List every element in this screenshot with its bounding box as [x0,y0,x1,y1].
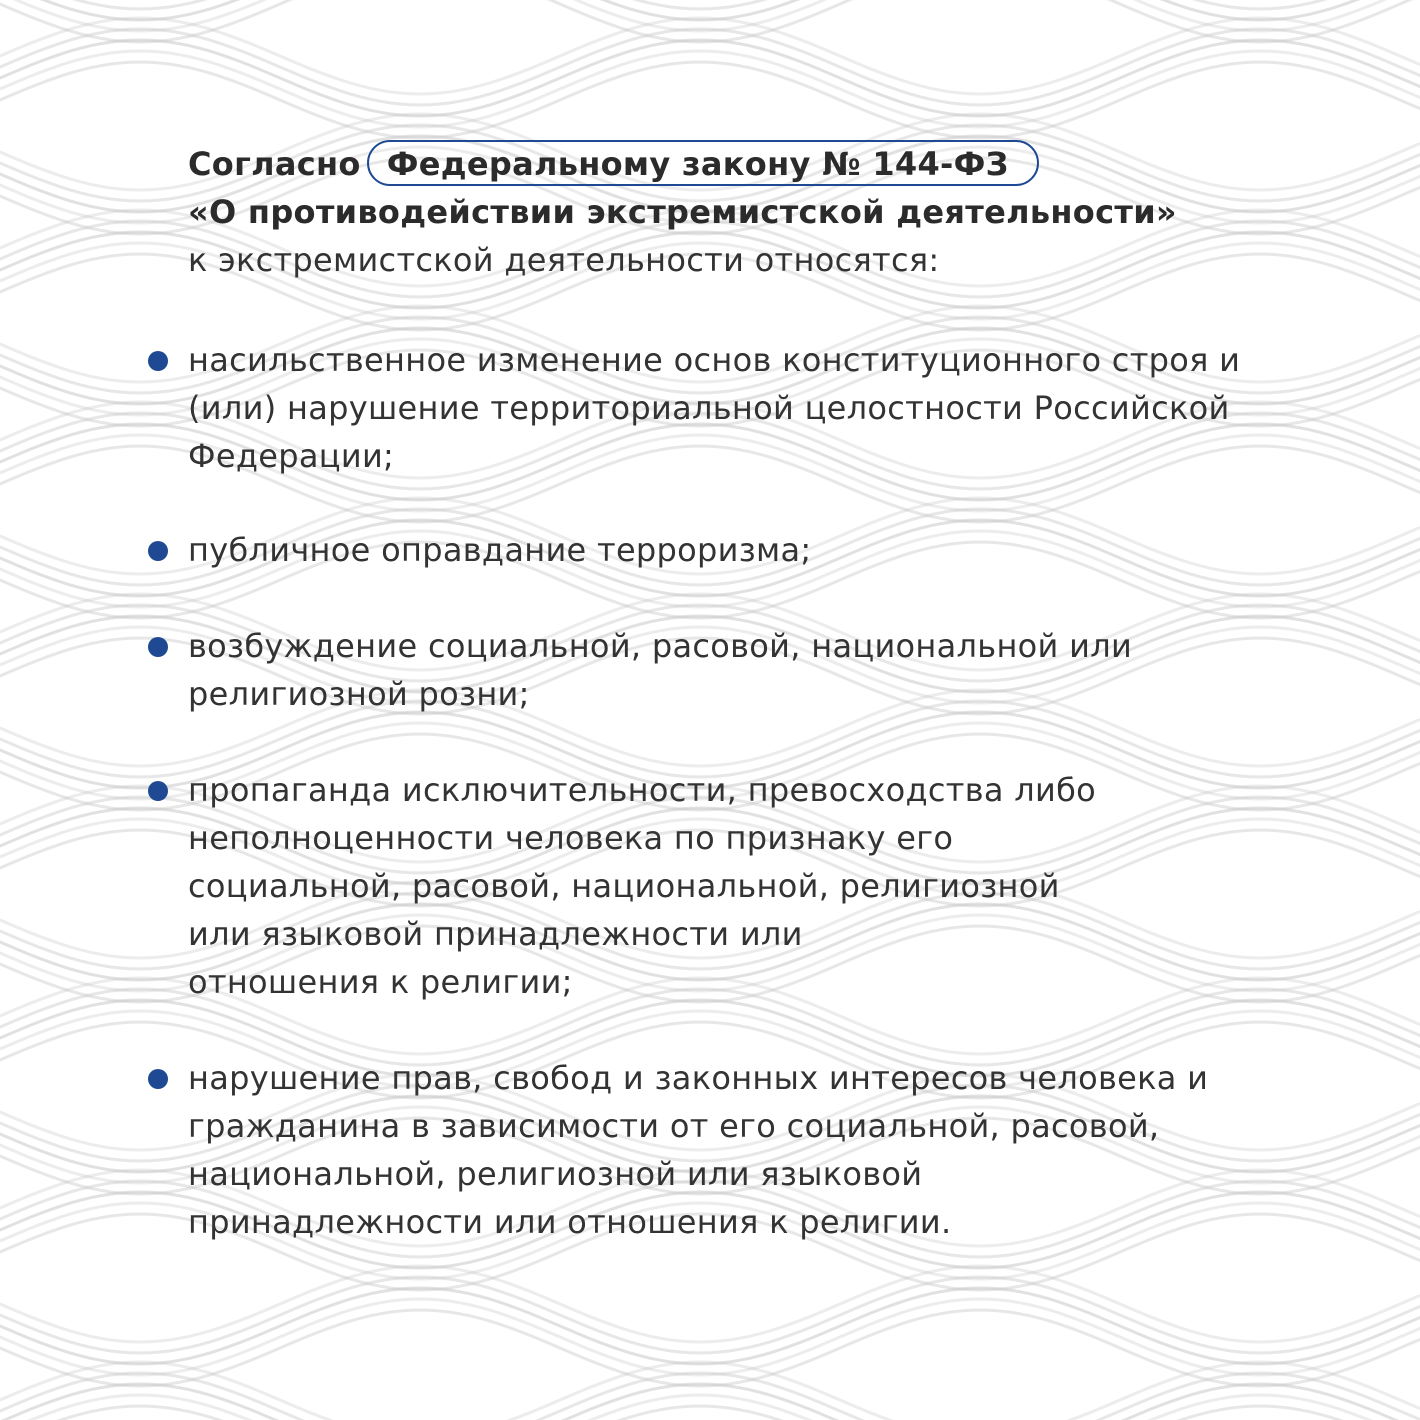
intro-tail: к экстремистской деятельности относятся: [188,241,940,279]
list-item-line: принадлежности или отношения к религии. [188,1203,952,1241]
list-item-line: гражданина в зависимости от его социальной, расовой, [188,1107,1160,1145]
list-item [188,526,1318,574]
intro-paragraph [188,140,1308,284]
bullet-icon [148,351,168,371]
list-item-line: или языковой принадлежности или [188,915,803,953]
list-item-line: (или) нарушение территориальной целостности Российской [188,389,1230,427]
bullet-icon [148,1069,168,1089]
list-item [188,336,1318,480]
list-item-line: социальной, расовой, национальной, религиозной [188,867,1060,905]
list-item-line: пропаганда исключительности, превосходства либо [188,771,1097,809]
list-item-line: религиозной розни; [188,675,530,713]
list-item-line: неполноценности человека по признаку его [188,819,954,857]
list-item [188,622,1318,718]
law-title: «О противодействии экстремистской деятельности» [188,193,1177,231]
list-item-line: Федерации; [188,437,395,475]
list-item-line: национальной, религиозной или языковой [188,1155,923,1193]
intro-line-1 [188,140,1308,188]
bullet-icon [148,541,168,561]
list-item-line: возбуждение социальной, расовой, национальной или [188,627,1133,665]
bullet-icon [148,637,168,657]
law-name-pill: Федеральному закону № 144-ФЗ [367,140,1039,186]
list-item-line: насильственное изменение основ конституционного строя и [188,341,1241,379]
list-item-line: отношения к религии; [188,963,573,1001]
list-item-line: нарушение прав, свобод и законных интересов человека и [188,1059,1209,1097]
list-item-line: публичное оправдание терроризма; [188,531,812,569]
list-item [188,1054,1318,1246]
list-item [188,766,1318,1006]
bullet-icon [148,781,168,801]
intro-lead: Согласно [188,145,361,183]
